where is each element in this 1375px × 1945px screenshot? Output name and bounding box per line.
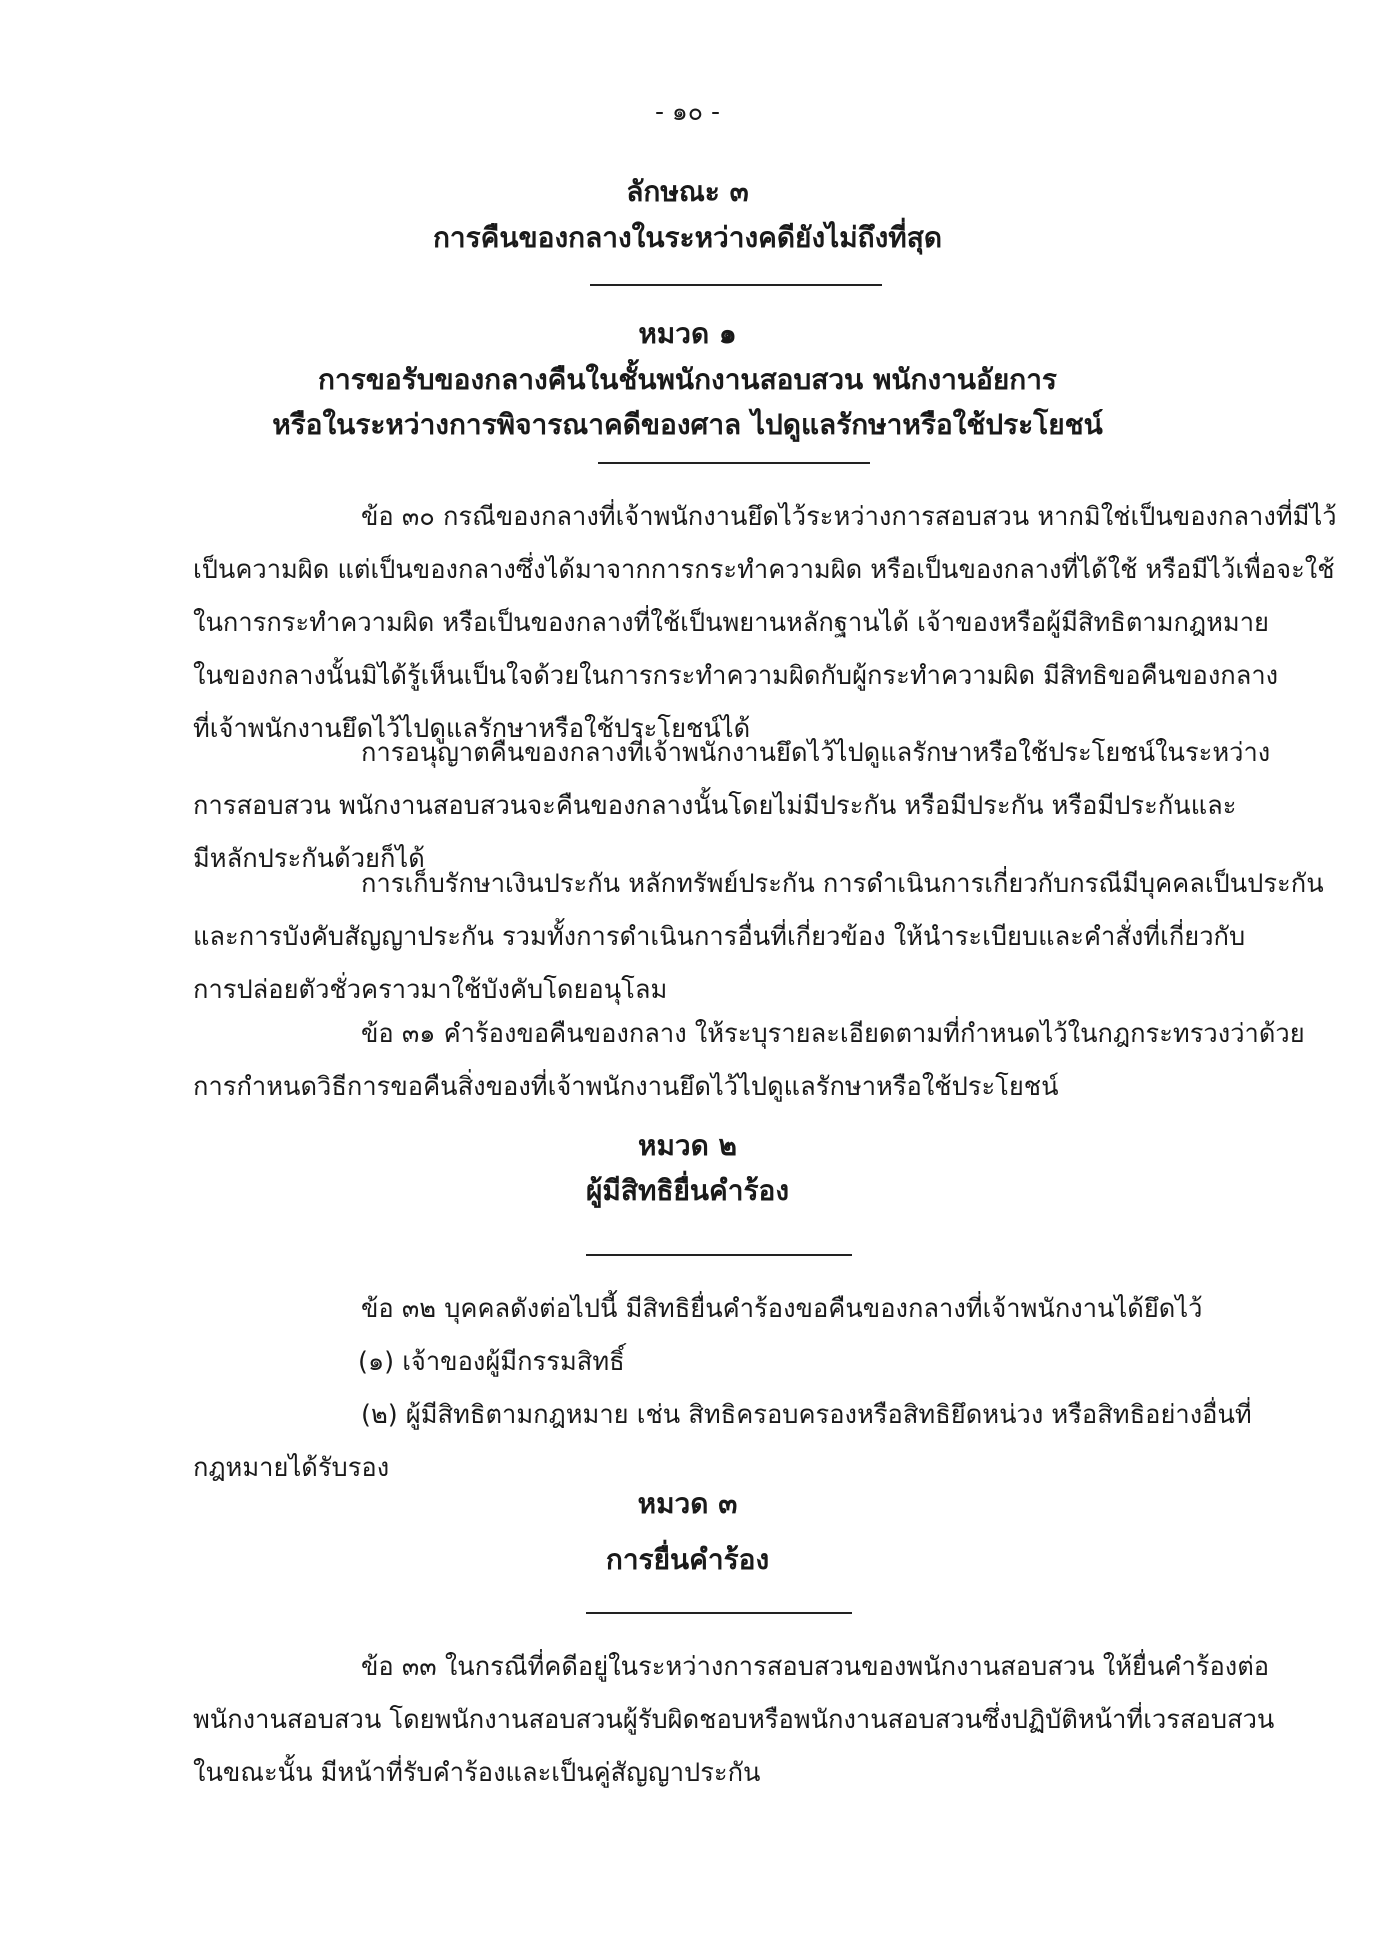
divider-line bbox=[586, 1612, 852, 1614]
text-line: ข้อ ๓๑ คำร้องขอคืนของกลาง ให้ระบุรายละเอียดตามที่กำหนดไว้ในกฎกระทรวงว่าด้วย bbox=[361, 1019, 1305, 1049]
divider-line bbox=[590, 284, 882, 286]
text-line: ในของกลางนั้นมิได้รู้เห็นเป็นใจด้วยในการกระทำความผิดกับผู้กระทำความผิด มีสิทธิขอคืนของกลาง bbox=[193, 661, 1279, 691]
chapter2-subtitle: ผู้มีสิทธิยื่นคำร้อง bbox=[585, 1174, 790, 1207]
chapter1-title: หมวด ๑ bbox=[638, 317, 737, 350]
part-title: ลักษณะ ๓ bbox=[626, 175, 749, 208]
text-line: กฎหมายได้รับรอง bbox=[193, 1453, 390, 1483]
clause33-paragraph bbox=[193, 1641, 1275, 1800]
chapter1-subtitle-line2: หรือในระหว่างการพิจารณาคดีของศาล ไปดูแลรักษาหรือใช้ประโยชน์ bbox=[272, 408, 1103, 441]
text-line: ข้อ ๓๓ ในกรณีที่คดีอยู่ในระหว่างการสอบสวนของพนักงานสอบสวน ให้ยื่นคำร้องต่อ bbox=[361, 1652, 1270, 1682]
chapter1-subtitle-line1: การขอรับของกลางคืนในชั้นพนักงานสอบสวน พนักงานอัยการ bbox=[318, 363, 1057, 396]
divider-line bbox=[586, 1254, 852, 1256]
text-line: ข้อ ๓๐ กรณีของกลางที่เจ้าพนักงานยึดไว้ระหว่างการสอบสวน หากมิใช่เป็นของกลางที่มีไว้ bbox=[361, 502, 1337, 532]
text-line: (๒) ผู้มีสิทธิตามกฎหมาย เช่น สิทธิครอบครองหรือสิทธิยึดหน่วง หรือสิทธิอย่างอื่นที่ bbox=[361, 1400, 1252, 1430]
part-subtitle: การคืนของกลางในระหว่างคดียังไม่ถึงที่สุด bbox=[432, 221, 943, 254]
text-line: และการบังคับสัญญาประกัน รวมทั้งการดำเนินการอื่นที่เกี่ยวข้อง ให้นำระเบียบและคำสั่งที่เกี่ยวกับ bbox=[193, 922, 1246, 952]
text-line: การเก็บรักษาเงินประกัน หลักทรัพย์ประกัน การดำเนินการเกี่ยวกับกรณีมีบุคคลเป็นประกัน bbox=[361, 869, 1324, 899]
chapter3-title: หมวด ๓ bbox=[637, 1487, 738, 1520]
text-line: ในขณะนั้น มีหน้าที่รับคำร้องและเป็นคู่สัญญาประกัน bbox=[193, 1758, 761, 1788]
chapter2-title: หมวด ๒ bbox=[637, 1129, 738, 1162]
clause32-paragraph bbox=[193, 1283, 1243, 1336]
clause32-item2 bbox=[193, 1389, 1252, 1495]
text-line: การปล่อยตัวชั่วคราวมาใช้บังคับโดยอนุโลม bbox=[193, 975, 668, 1005]
clause31-paragraph bbox=[193, 1008, 1305, 1114]
clause30-paragraph3 bbox=[193, 858, 1324, 1017]
text-line: พนักงานสอบสวน โดยพนักงานสอบสวนผู้รับผิดชอบหรือพนักงานสอบสวนซึ่งปฏิบัติหน้าที่เวรสอบสวน bbox=[193, 1705, 1275, 1735]
chapter3-subtitle: การยื่นคำร้อง bbox=[605, 1543, 770, 1576]
text-line: เป็นความผิด แต่เป็นของกลางซึ่งได้มาจากการกระทำความผิด หรือเป็นของกลางที่ได้ใช้ หรือมีไว้เพื่อจะใช้ bbox=[193, 555, 1335, 585]
clause32-item1: (๑) เจ้าของผู้มีกรรมสิทธิ์ bbox=[358, 1347, 625, 1377]
text-line: ข้อ ๓๒ บุคคลดังต่อไปนี้ มีสิทธิยื่นคำร้องขอคืนของกลางที่เจ้าพนักงานได้ยึดไว้ bbox=[361, 1294, 1203, 1324]
clause30-paragraph1 bbox=[193, 491, 1337, 756]
text-line: การกำหนดวิธีการขอคืนสิ่งของที่เจ้าพนักงานยึดไว้ไปดูแลรักษาหรือใช้ประโยชน์ bbox=[193, 1072, 1059, 1102]
text-line: มีหลักประกันด้วยก็ได้ bbox=[193, 844, 425, 874]
text-line: ที่เจ้าพนักงานยึดไว้ไปดูแลรักษาหรือใช้ประโยชน์ได้ bbox=[193, 714, 751, 744]
divider-line bbox=[598, 462, 870, 464]
text-line: การสอบสวน พนักงานสอบสวนจะคืนของกลางนั้นโดยไม่มีประกัน หรือมีประกัน หรือมีประกันและ bbox=[193, 791, 1237, 821]
text-line: ในการกระทำความผิด หรือเป็นของกลางที่ใช้เป็นพยานหลักฐานได้ เจ้าของหรือผู้มีสิทธิตามกฎหมาย bbox=[193, 608, 1269, 638]
page-number: - ๑๐ - bbox=[654, 97, 721, 126]
text-line: การอนุญาตคืนของกลางที่เจ้าพนักงานยึดไว้ไปดูแลรักษาหรือใช้ประโยชน์ในระหว่าง bbox=[361, 738, 1271, 768]
